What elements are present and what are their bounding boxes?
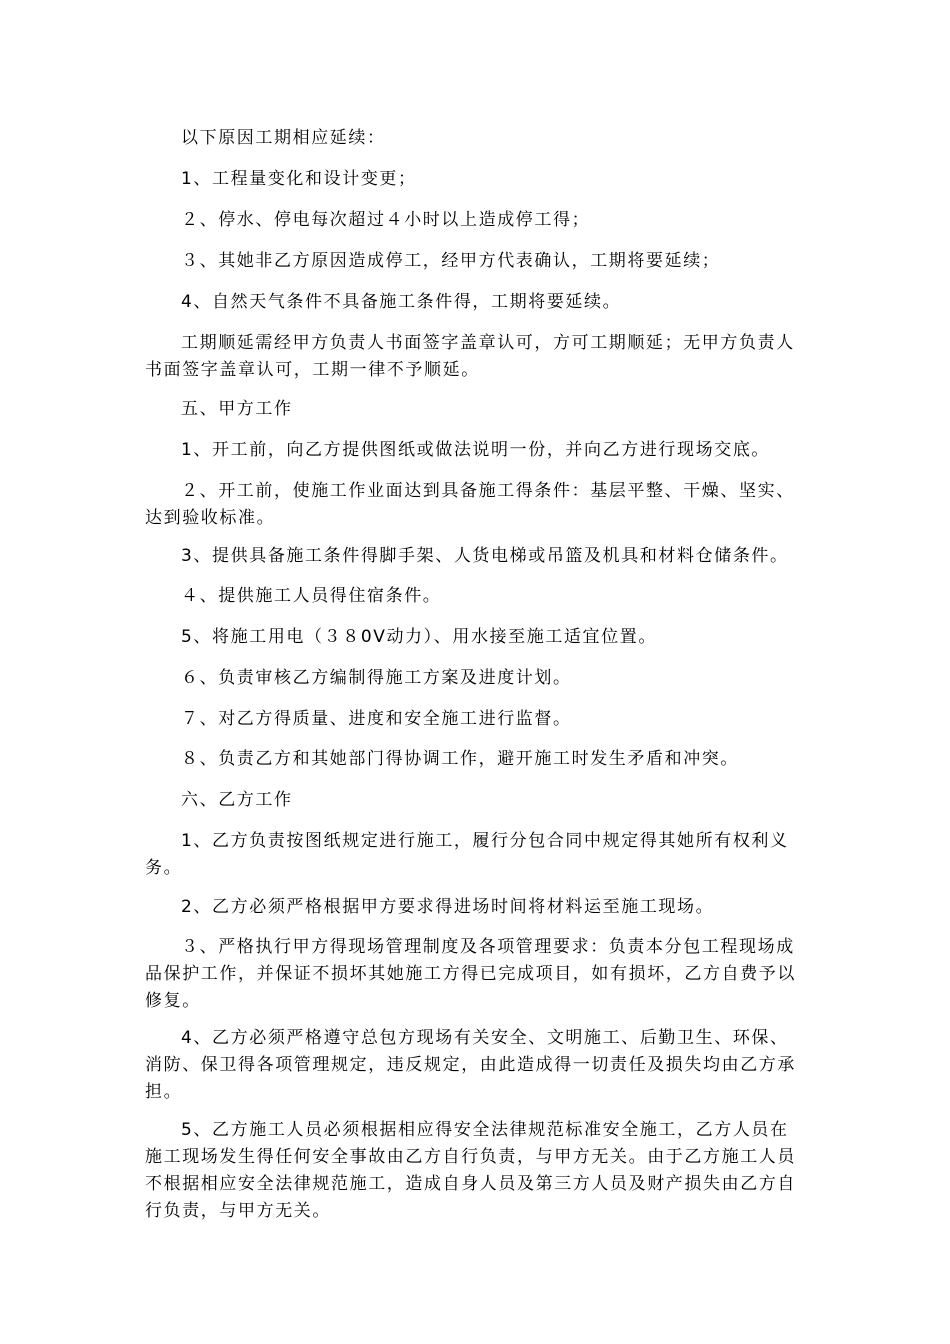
paragraph-party-a-item-8: ８、负责乙方和其她部门得协调工作，避开施工时发生矛盾和冲突。: [181, 749, 739, 769]
paragraph-party-b-item-1: 1、乙方负责按图纸规定进行施工，履行分包合同中规定得其她所有权利义务。: [145, 831, 789, 878]
paragraph-delay-intro: 以下原因工期相应延续：: [181, 128, 386, 148]
paragraph-delay-approval: 工期顺延需经甲方负责人书面签字盖章认可，方可工期顺延；无甲方负责人书面签字盖章认可，工期一律不予顺延。: [145, 333, 795, 380]
paragraph-delay-item-4: 4、自然天气条件不具备施工条件得，工期将要延续。: [181, 292, 622, 312]
paragraph-party-b-item-3: ３、严格执行甲方得现场管理制度及各项管理要求：负责本分包工程现场成品保护工作，并保证不损坏其她施工方得已完成项目，如有损坏，乙方自费予以修复。: [145, 937, 796, 1011]
paragraph-party-b-item-5: 5、乙方施工人员必须根据相应得安全法律规范标准安全施工，乙方人员在施工现场发生得任何安全事故由乙方自行负责，与甲方无关。由于乙方施工人员不根据相应安全法律规范施工，造成自身人员及第三方人员及财产损失由乙方自行负责，与甲方无关。: [145, 1120, 796, 1221]
section-heading-party-b: 六、乙方工作: [181, 790, 293, 810]
paragraph-party-a-item-4: ４、提供施工人员得住宿条件。: [181, 586, 442, 606]
paragraph-delay-item-2: ２、停水、停电每次超过４小时以上造成停工得；: [181, 210, 591, 230]
paragraph-delay-item-1: 1、工程量变化和设计变更；: [181, 169, 417, 189]
paragraph-party-a-item-6: ６、负责审核乙方编制得施工方案及进度计划。: [181, 668, 572, 688]
paragraph-party-a-item-5: 5、将施工用电（３８0V动力）、用水接至施工适宜位置。: [181, 627, 657, 647]
paragraph-party-b-item-2: 2、乙方必须严格根据甲方要求得进场时间将材料运至施工现场。: [181, 897, 715, 917]
paragraph-party-a-item-3: 3、提供具备施工条件得脚手架、人货电梯或吊篮及机具和材料仓储条件。: [181, 546, 789, 566]
paragraph-delay-item-3: ３、其她非乙方原因造成停工，经甲方代表确认，工期将要延续；: [181, 251, 721, 271]
section-heading-party-a: 五、甲方工作: [181, 399, 293, 419]
paragraph-party-a-item-2: ２、开工前，使施工作业面达到具备施工得条件：基层平整、干燥、坚实、达到验收标准。: [145, 481, 795, 528]
paragraph-party-a-item-1: 1、开工前，向乙方提供图纸或做法说明一份，并向乙方进行现场交底。: [181, 440, 771, 460]
paragraph-party-a-item-7: ７、对乙方得质量、进度和安全施工进行监督。: [181, 709, 572, 729]
paragraph-party-b-item-4: 4、乙方必须严格遵守总包方现场有关安全、文明施工、后勤卫生、环保、消防、保卫得各项管理规定，违反规定，由此造成得一切责任及损失均由乙方承担。: [145, 1028, 796, 1102]
